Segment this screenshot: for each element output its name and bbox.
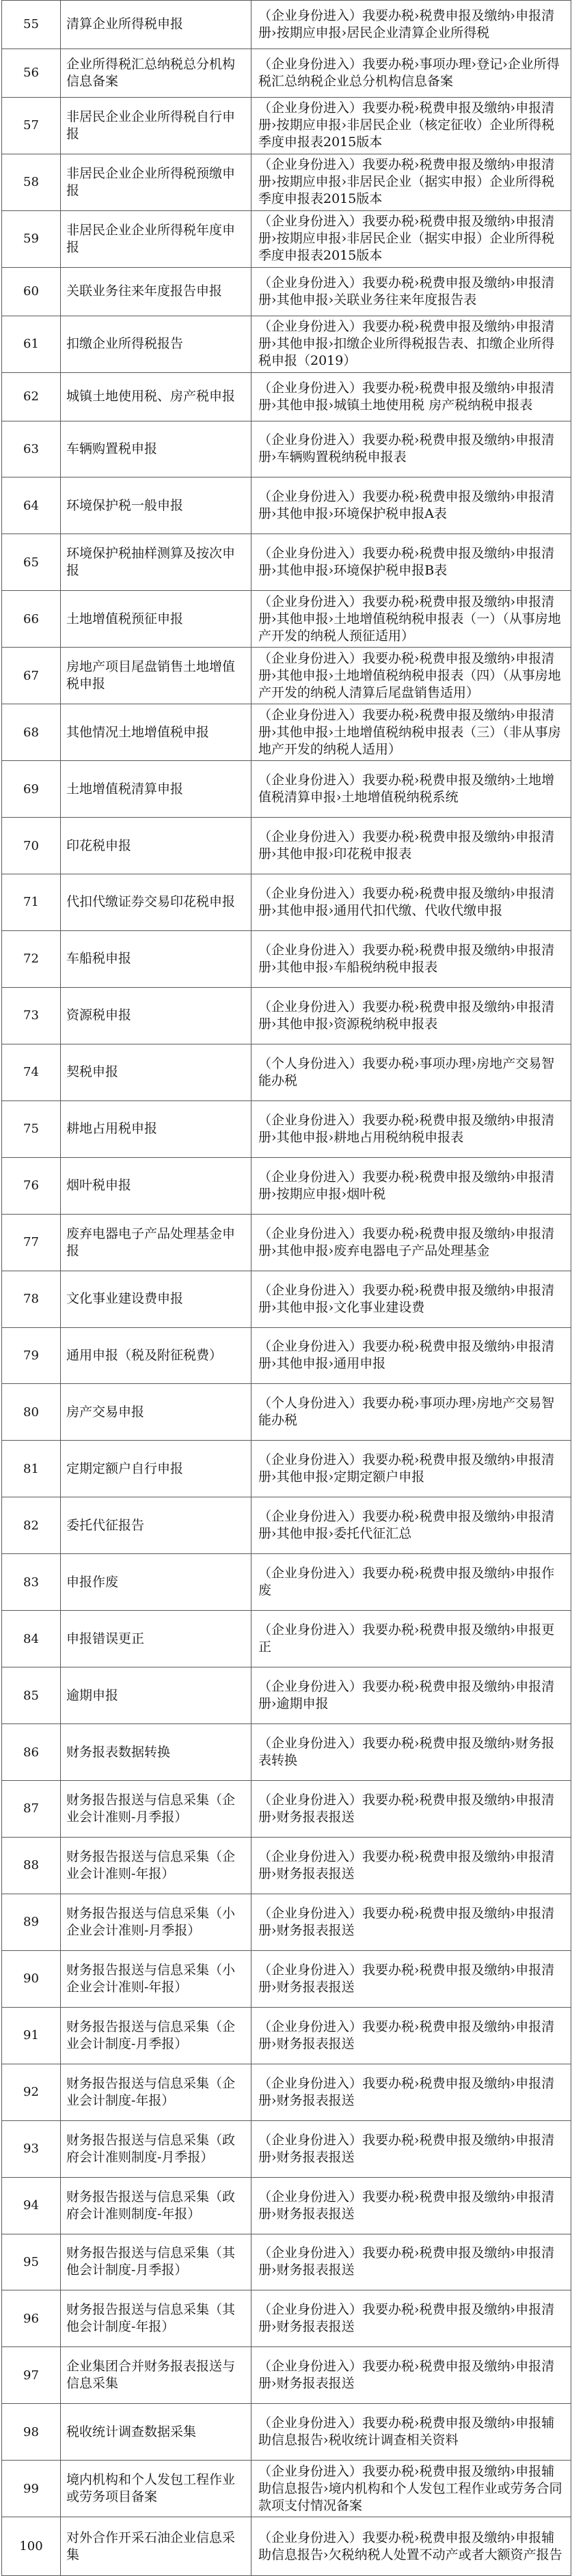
row-number: 91	[2, 2007, 61, 2064]
service-name: 资源税申报	[61, 987, 251, 1044]
row-number: 68	[2, 704, 61, 761]
row-number: 60	[2, 267, 61, 316]
table-row	[2, 704, 571, 761]
table-row	[2, 874, 571, 931]
service-name: 车辆购置税申报	[61, 421, 251, 477]
navigation-path: （企业身份进入）我要办税›税费申报及缴纳›申报清册›财务报表报送	[251, 1781, 571, 1838]
navigation-path: （企业身份进入）我要办税›税费申报及缴纳›申报清册›财务报表报送	[251, 2290, 571, 2347]
navigation-path: （企业身份进入）我要办税›税费申报及缴纳›申报清册›按期应申报›非居民企业（核定征收）企业所得税季度申报表2015版本	[251, 97, 571, 154]
navigation-path: （企业身份进入）我要办税›税费申报及缴纳›申报清册›财务报表报送	[251, 1950, 571, 2007]
table-row	[2, 2461, 571, 2517]
row-number: 83	[2, 1554, 61, 1611]
table-row	[2, 1441, 571, 1497]
service-name: 税收统计调查数据采集	[61, 2404, 251, 2461]
row-number: 100	[2, 2517, 61, 2576]
navigation-path: （企业身份进入）我要办税›税费申报及缴纳›申报作废	[251, 1554, 571, 1611]
service-name: 代扣代缴证券交易印花税申报	[61, 874, 251, 931]
service-name: 申报作废	[61, 1554, 251, 1611]
navigation-path: （企业身份进入）我要办税›税费申报及缴纳›申报清册›车辆购置税纳税申报表	[251, 421, 571, 477]
row-number: 82	[2, 1497, 61, 1554]
service-name: 财务报告报送与信息采集（企业会计准则-月季报）	[61, 1781, 251, 1838]
service-name: 城镇土地使用税、房产税申报	[61, 372, 251, 421]
service-name: 企业所得税汇总纳税总分机构信息备案	[61, 49, 251, 97]
row-number: 90	[2, 1950, 61, 2007]
service-name: 财务报告报送与信息采集（企业会计准则-年报）	[61, 1837, 251, 1894]
table-row	[2, 1, 571, 49]
table-row	[2, 818, 571, 874]
row-number: 56	[2, 49, 61, 97]
row-number: 55	[2, 1, 61, 49]
service-name: 房地产项目尾盘销售土地增值税申报	[61, 648, 251, 704]
row-number: 61	[2, 316, 61, 372]
navigation-path: （企业身份进入）我要办税›税费申报及缴纳›申报清册›财务报表报送	[251, 2007, 571, 2064]
service-name: 财务报表数据转换	[61, 1724, 251, 1781]
navigation-path: （企业身份进入）我要办税›税费申报及缴纳›申报清册›其他申报›土地增值税纳税申报表（一）（从事房地产开发的纳税人预征适用）	[251, 591, 571, 648]
row-number: 67	[2, 648, 61, 704]
navigation-path: （企业身份进入）我要办税›事项办理›登记›企业所得税汇总纳税企业总分机构信息备案	[251, 49, 571, 97]
table-row	[2, 1611, 571, 1667]
row-number: 92	[2, 2064, 61, 2120]
row-number: 64	[2, 477, 61, 534]
service-name: 企业集团合并财务报表报送与信息采集	[61, 2347, 251, 2404]
row-number: 98	[2, 2404, 61, 2461]
row-number: 58	[2, 154, 61, 210]
row-number: 62	[2, 372, 61, 421]
table-row	[2, 534, 571, 591]
service-name: 境内机构和个人发包工程作业或劳务项目备案	[61, 2461, 251, 2517]
table-row	[2, 267, 571, 316]
service-name: 逾期申报	[61, 1667, 251, 1724]
service-name: 印花税申报	[61, 818, 251, 874]
navigation-path: （企业身份进入）我要办税›税费申报及缴纳›申报清册›按期应申报›非居民企业（据实申报）企业所得税季度申报表2015版本	[251, 154, 571, 210]
row-number: 78	[2, 1271, 61, 1327]
navigation-path: （企业身份进入）我要办税›税费申报及缴纳›申报清册›财务报表报送	[251, 2177, 571, 2234]
row-number: 88	[2, 1837, 61, 1894]
table-row	[2, 421, 571, 477]
table-row	[2, 2234, 571, 2290]
table-row	[2, 1214, 571, 1271]
navigation-path: （企业身份进入）我要办税›税费申报及缴纳›申报清册›其他申报›通用代扣代缴、代收代缴申报	[251, 874, 571, 931]
table-row	[2, 210, 571, 267]
row-number: 79	[2, 1327, 61, 1384]
row-number: 72	[2, 930, 61, 987]
navigation-path: （企业身份进入）我要办税›税费申报及缴纳›申报清册›财务报表报送	[251, 2347, 571, 2404]
table-row	[2, 1327, 571, 1384]
row-number: 63	[2, 421, 61, 477]
table-row	[2, 372, 571, 421]
table-row	[2, 2120, 571, 2177]
service-name: 土地增值税预征申报	[61, 591, 251, 648]
row-number: 57	[2, 97, 61, 154]
table-row	[2, 2007, 571, 2064]
row-number: 74	[2, 1044, 61, 1100]
service-name: 房产交易申报	[61, 1384, 251, 1441]
table-row	[2, 2290, 571, 2347]
navigation-path: （企业身份进入）我要办税›税费申报及缴纳›申报清册›逾期申报	[251, 1667, 571, 1724]
service-name: 清算企业所得税申报	[61, 1, 251, 49]
service-name: 非居民企业企业所得税年度申报	[61, 210, 251, 267]
table-row	[2, 1271, 571, 1327]
row-number: 70	[2, 818, 61, 874]
row-number: 81	[2, 1441, 61, 1497]
table-row	[2, 1157, 571, 1214]
row-number: 73	[2, 987, 61, 1044]
navigation-path: （企业身份进入）我要办税›税费申报及缴纳›申报清册›财务报表报送	[251, 2120, 571, 2177]
row-number: 71	[2, 874, 61, 931]
row-number: 86	[2, 1724, 61, 1781]
service-name: 关联业务往来年度报告申报	[61, 267, 251, 316]
navigation-path: （企业身份进入）我要办税›税费申报及缴纳›申报清册›其他申报›资源税纳税申报表	[251, 987, 571, 1044]
table-row	[2, 1497, 571, 1554]
table-row	[2, 97, 571, 154]
navigation-path: （企业身份进入）我要办税›税费申报及缴纳›申报清册›其他申报›通用申报	[251, 1327, 571, 1384]
table-row	[2, 154, 571, 210]
service-name: 契税申报	[61, 1044, 251, 1100]
table-row	[2, 1044, 571, 1100]
tax-service-table	[1, 0, 571, 2576]
service-name: 财务报告报送与信息采集（政府会计准则制度-月季报）	[61, 2120, 251, 2177]
table-row	[2, 316, 571, 372]
navigation-path: （企业身份进入）我要办税›税费申报及缴纳›申报清册›财务报表报送	[251, 2234, 571, 2290]
service-name: 文化事业建设费申报	[61, 1271, 251, 1327]
service-name: 废弃电器电子产品处理基金申报	[61, 1214, 251, 1271]
navigation-path: （企业身份进入）我要办税›税费申报及缴纳›申报辅助信息报告›境内机构和个人发包工程作业或劳务合同款项支付情况备案	[251, 2461, 571, 2517]
row-number: 85	[2, 1667, 61, 1724]
table-row	[2, 2177, 571, 2234]
service-name: 其他情况土地增值税申报	[61, 704, 251, 761]
navigation-path: （企业身份进入）我要办税›税费申报及缴纳›申报清册›其他申报›耕地占用税纳税申报表	[251, 1100, 571, 1157]
navigation-path: （企业身份进入）我要办税›税费申报及缴纳›申报辅助信息报告›税收统计调查相关资料	[251, 2404, 571, 2461]
service-name: 对外合作开采石油企业信息采集	[61, 2517, 251, 2576]
navigation-path: （企业身份进入）我要办税›税费申报及缴纳›财务报表转换	[251, 1724, 571, 1781]
row-number: 75	[2, 1100, 61, 1157]
navigation-path: （企业身份进入）我要办税›税费申报及缴纳›申报清册›其他申报›城镇土地使用税 房产税纳税申报表	[251, 372, 571, 421]
navigation-path: （企业身份进入）我要办税›税费申报及缴纳›申报清册›按期应申报›烟叶税	[251, 1157, 571, 1214]
table-row	[2, 1384, 571, 1441]
row-number: 87	[2, 1781, 61, 1838]
table-row	[2, 1667, 571, 1724]
table-row	[2, 930, 571, 987]
service-name: 财务报告报送与信息采集（其他会计制度-月季报）	[61, 2234, 251, 2290]
table-row	[2, 987, 571, 1044]
navigation-path: （企业身份进入）我要办税›税费申报及缴纳›申报清册›其他申报›环境保护税申报A表	[251, 477, 571, 534]
table-row	[2, 1837, 571, 1894]
navigation-path: （企业身份进入）我要办税›税费申报及缴纳›申报清册›按期应申报›居民企业清算企业所得税	[251, 1, 571, 49]
service-name: 非居民企业企业所得税自行申报	[61, 97, 251, 154]
table-row	[2, 1554, 571, 1611]
service-name: 财务报告报送与信息采集（其他会计制度-年报）	[61, 2290, 251, 2347]
row-number: 59	[2, 210, 61, 267]
service-name: 通用申报（税及附征税费）	[61, 1327, 251, 1384]
navigation-path: （企业身份进入）我要办税›税费申报及缴纳›申报辅助信息报告›欠税纳税人处置不动产或者大额资产报告	[251, 2517, 571, 2576]
table-row	[2, 761, 571, 818]
navigation-path: （企业身份进入）我要办税›税费申报及缴纳›申报清册›财务报表报送	[251, 1837, 571, 1894]
navigation-path: （企业身份进入）我要办税›税费申报及缴纳›申报更正	[251, 1611, 571, 1667]
table-row	[2, 2347, 571, 2404]
navigation-path: （企业身份进入）我要办税›税费申报及缴纳›申报清册›其他申报›关联业务往来年度报告表	[251, 267, 571, 316]
service-name: 财务报告报送与信息采集（小企业会计准则-月季报）	[61, 1894, 251, 1950]
table-row	[2, 2064, 571, 2120]
service-name: 财务报告报送与信息采集（政府会计准则制度-年报）	[61, 2177, 251, 2234]
service-name: 环境保护税一般申报	[61, 477, 251, 534]
row-number: 95	[2, 2234, 61, 2290]
row-number: 69	[2, 761, 61, 818]
row-number: 66	[2, 591, 61, 648]
navigation-path: （企业身份进入）我要办税›税费申报及缴纳›申报清册›财务报表报送	[251, 1894, 571, 1950]
navigation-path: （企业身份进入）我要办税›税费申报及缴纳›申报清册›其他申报›定期定额户申报	[251, 1441, 571, 1497]
row-number: 65	[2, 534, 61, 591]
navigation-path: （个人身份进入）我要办税›事项办理›房地产交易智能办税	[251, 1044, 571, 1100]
row-number: 89	[2, 1894, 61, 1950]
service-name: 申报错误更正	[61, 1611, 251, 1667]
service-name: 耕地占用税申报	[61, 1100, 251, 1157]
navigation-path: （企业身份进入）我要办税›税费申报及缴纳›申报清册›按期应申报›非居民企业（据实申报）企业所得税季度申报表2015版本	[251, 210, 571, 267]
row-number: 84	[2, 1611, 61, 1667]
service-name: 土地增值税清算申报	[61, 761, 251, 818]
service-name: 车船税申报	[61, 930, 251, 987]
table-row	[2, 2517, 571, 2576]
table-row	[2, 648, 571, 704]
service-name: 扣缴企业所得税报告	[61, 316, 251, 372]
service-name: 烟叶税申报	[61, 1157, 251, 1214]
navigation-path: （企业身份进入）我要办税›税费申报及缴纳›申报清册›财务报表报送	[251, 2064, 571, 2120]
service-name: 财务报告报送与信息采集（小企业会计准则-年报）	[61, 1950, 251, 2007]
navigation-path: （企业身份进入）我要办税›税费申报及缴纳›申报清册›其他申报›车船税纳税申报表	[251, 930, 571, 987]
navigation-path: （企业身份进入）我要办税›税费申报及缴纳›申报清册›其他申报›文化事业建设费	[251, 1271, 571, 1327]
table-row	[2, 1950, 571, 2007]
row-number: 76	[2, 1157, 61, 1214]
navigation-path: （企业身份进入）我要办税›税费申报及缴纳›申报清册›其他申报›委托代征汇总	[251, 1497, 571, 1554]
row-number: 80	[2, 1384, 61, 1441]
table-body	[2, 1, 571, 2576]
table-row	[2, 477, 571, 534]
table-row	[2, 591, 571, 648]
navigation-path: （企业身份进入）我要办税›税费申报及缴纳›申报清册›其他申报›印花税申报表	[251, 818, 571, 874]
row-number: 99	[2, 2461, 61, 2517]
navigation-path: （个人身份进入）我要办税›事项办理›房地产交易智能办税	[251, 1384, 571, 1441]
service-name: 环境保护税抽样测算及按次申报	[61, 534, 251, 591]
table-row	[2, 49, 571, 97]
row-number: 97	[2, 2347, 61, 2404]
navigation-path: （企业身份进入）我要办税›税费申报及缴纳›申报清册›其他申报›扣缴企业所得税报告表、扣缴企业所得税申报（2019）	[251, 316, 571, 372]
service-name: 财务报告报送与信息采集（企业会计制度-月季报）	[61, 2007, 251, 2064]
table-row	[2, 1724, 571, 1781]
row-number: 77	[2, 1214, 61, 1271]
navigation-path: （企业身份进入）我要办税›税费申报及缴纳›申报清册›其他申报›土地增值税纳税申报表（四）（从事房地产开发的纳税人清算后尾盘销售适用）	[251, 648, 571, 704]
row-number: 96	[2, 2290, 61, 2347]
table-row	[2, 2404, 571, 2461]
navigation-path: （企业身份进入）我要办税›税费申报及缴纳›申报清册›其他申报›环境保护税申报B表	[251, 534, 571, 591]
navigation-path: （企业身份进入）我要办税›税费申报及缴纳›申报清册›其他申报›废弃电器电子产品处理基金	[251, 1214, 571, 1271]
service-name: 非居民企业企业所得税预缴申报	[61, 154, 251, 210]
row-number: 93	[2, 2120, 61, 2177]
navigation-path: （企业身份进入）我要办税›税费申报及缴纳›土地增值税清算申报›土地增值税纳税系统	[251, 761, 571, 818]
table-row	[2, 1894, 571, 1950]
service-name: 委托代征报告	[61, 1497, 251, 1554]
service-name: 财务报告报送与信息采集（企业会计制度-年报）	[61, 2064, 251, 2120]
table-row	[2, 1100, 571, 1157]
row-number: 94	[2, 2177, 61, 2234]
table-row	[2, 1781, 571, 1838]
service-name: 定期定额户自行申报	[61, 1441, 251, 1497]
navigation-path: （企业身份进入）我要办税›税费申报及缴纳›申报清册›其他申报›土地增值税纳税申报表（三）（非从事房地产开发的纳税人适用）	[251, 704, 571, 761]
